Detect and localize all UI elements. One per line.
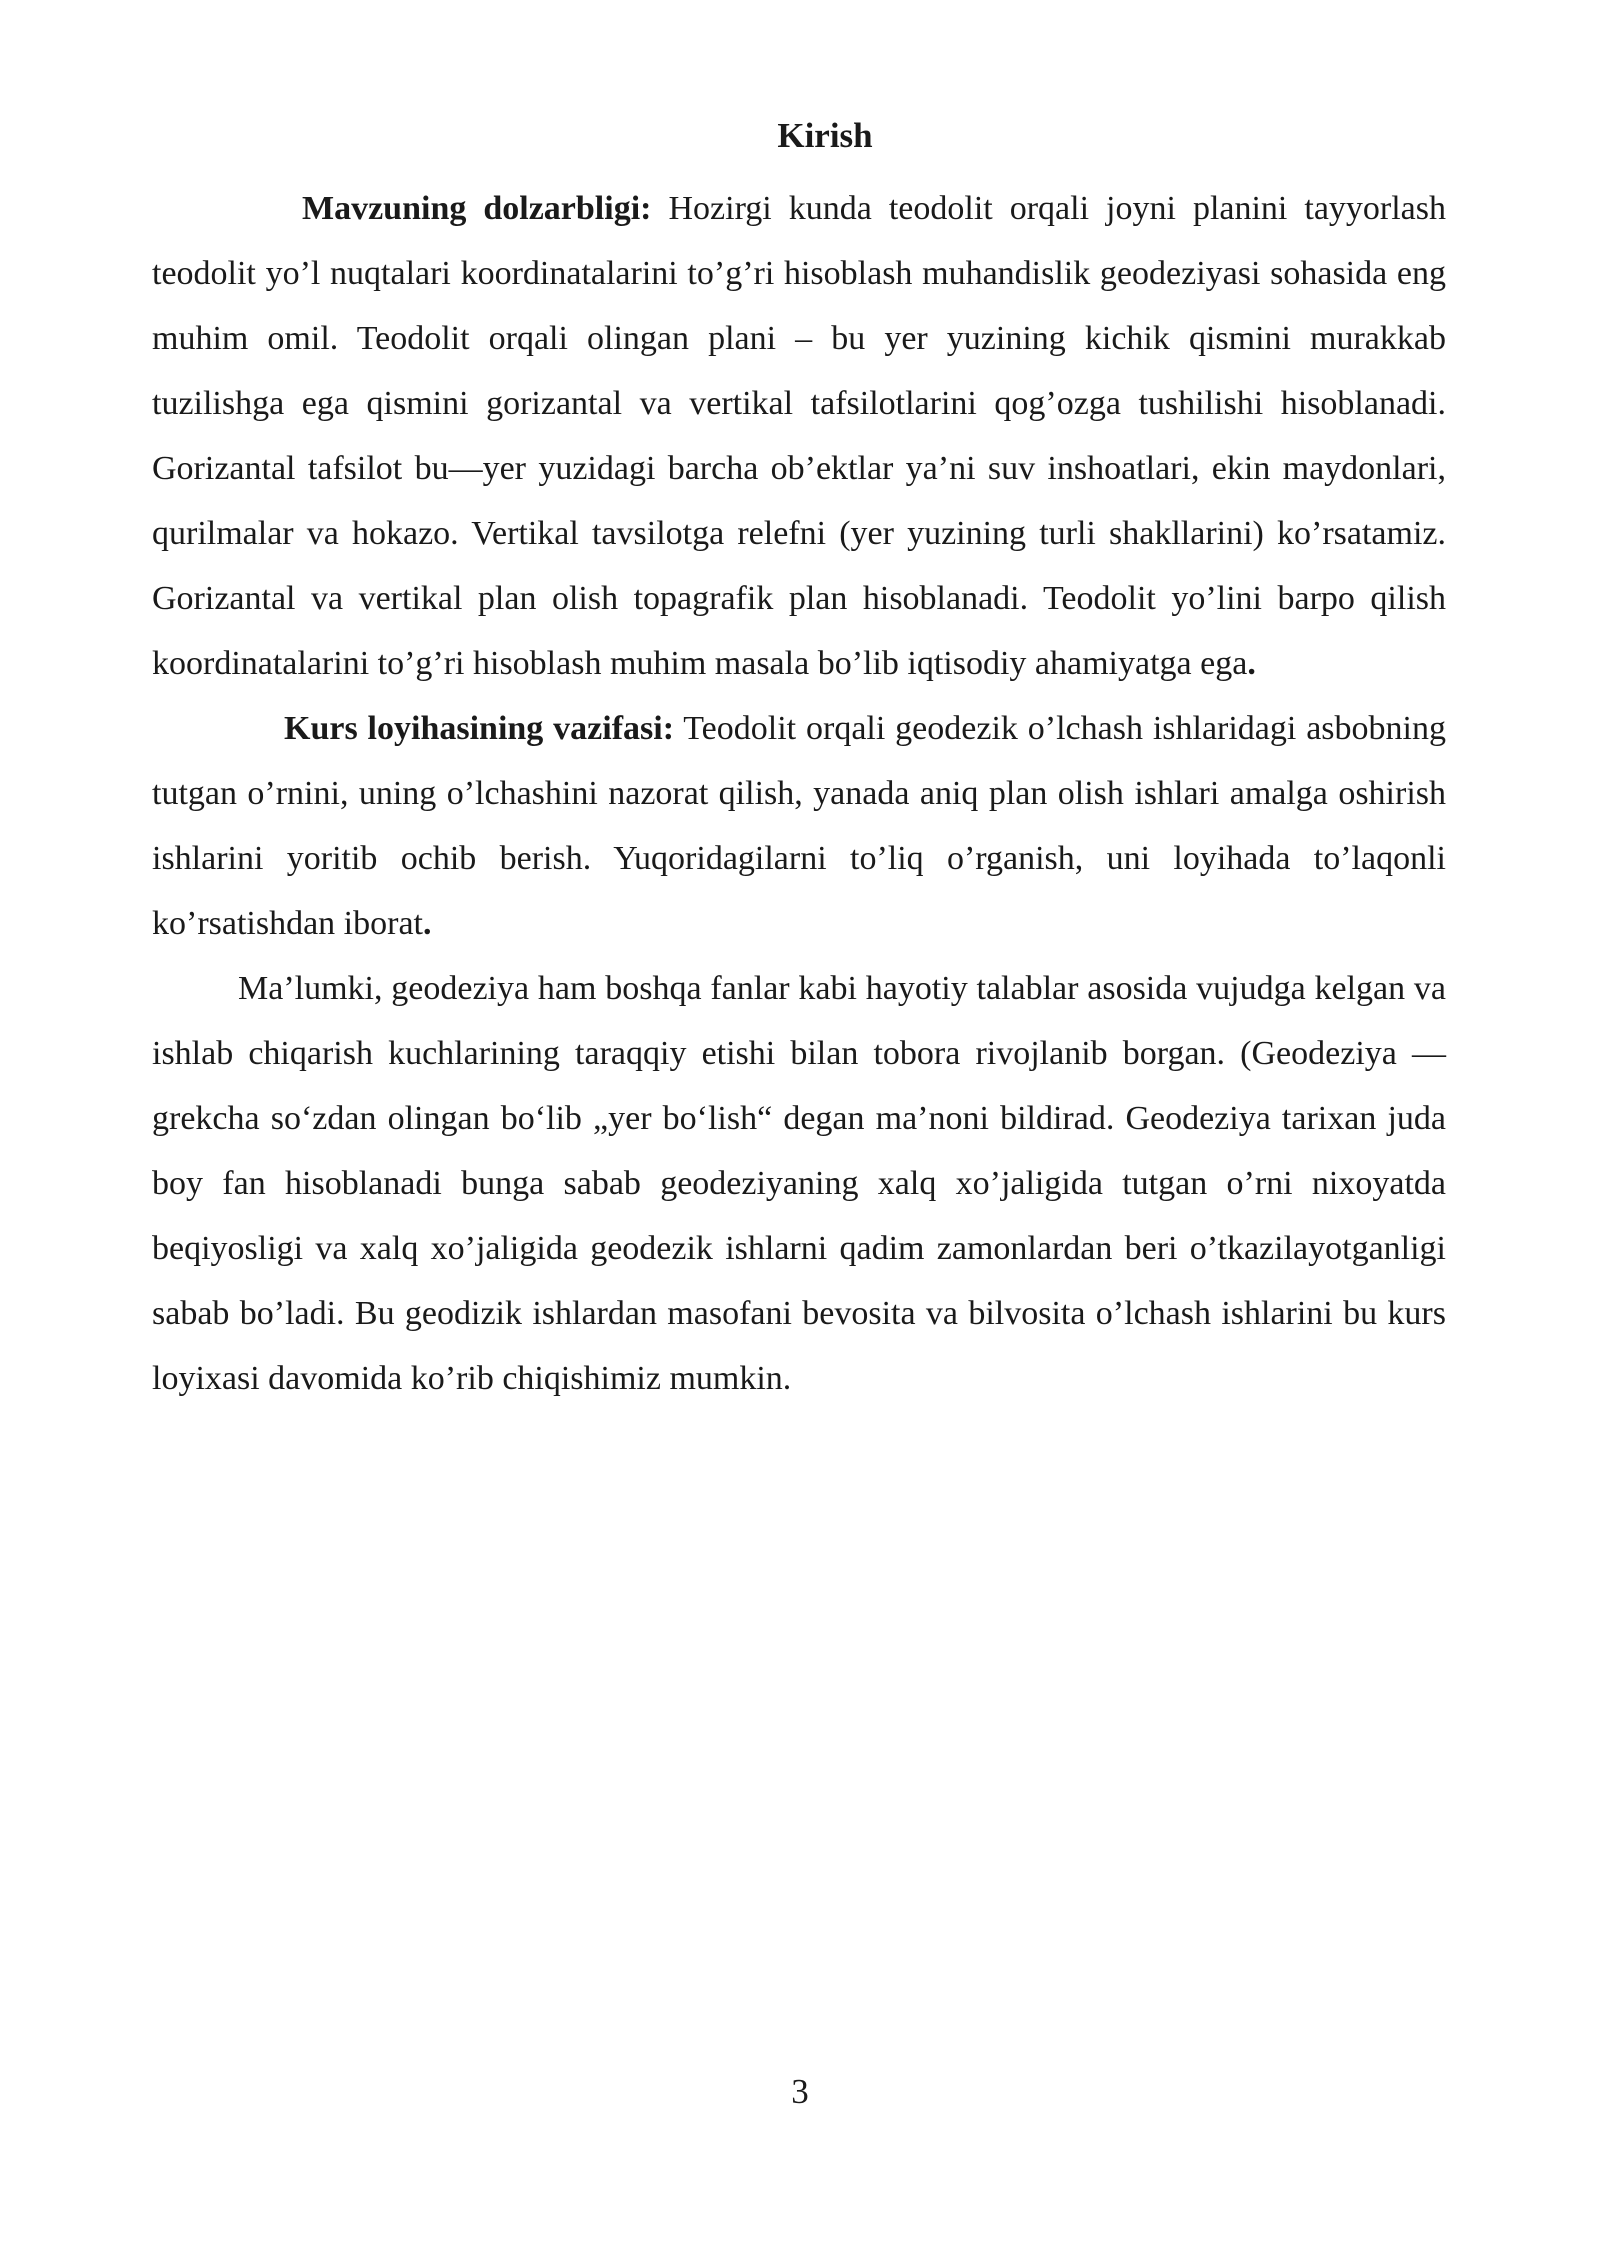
- paragraph-end-task: .: [423, 905, 432, 942]
- section-heading: Kirish: [777, 116, 873, 155]
- paragraph-end-relevance: .: [1247, 645, 1256, 682]
- paragraph-task: [152, 696, 1446, 956]
- paragraph-lead-relevance: Mavzuning dolzarbligi:: [302, 190, 652, 227]
- paragraph-text-task: Teodolit orqali geodezik o’lchash ishlaridagi asbobning tutgan o’rnini, uning o’lchashini nazorat qilish, yanada aniq plan olish ishlari amalga oshirish ishlarini yoritib ochib berish. Yuqoridagilarni to’liq o’rganish, uni loyihada to’laqonli ko’rsatishdan iborat: [152, 710, 1446, 942]
- paragraph-relevance: [152, 176, 1446, 696]
- paragraph-text-relevance: Hozirgi kunda teodolit orqali joyni planini tayyorlash teodolit yo’l nuqtalari koordinatalarini to’g’ri hisoblash muhandislik geodeziyasi sohasida eng muhim omil. Teodolit orqali olingan plani – bu yer yuzining kichik qismini murakkab tuzilishga ega qismini gorizantal va vertikal tafsilotlarini qog’ozga tushilishi hisoblanadi. Gorizantal tafsilot bu—yer yuzidagi barcha ob’ektlar ya’ni suv inshoatlari, ekin maydonlari, qurilmalar va hokazo. Vertikal tavsilotga relefni (yer yuzining turli shakllarini) ko’rsatamiz. Gorizantal va vertikal plan olish topagrafik plan hisoblanadi. Teodolit yo’lini barpo qilish koordinatalarini to’g’ri hisoblash muhim masala bo’lib iqtisodiy ahamiyatga ega: [152, 190, 1447, 682]
- paragraph-geodesy: [152, 956, 1446, 1411]
- paragraph-text-geodesy: Ma’lumki, geodeziya ham boshqa fanlar kabi hayotiy talablar asosida vujudga kelgan va ishlab chiqarish kuchlarining taraqqiy etishi bilan tobora rivojlanib borgan. (Geodeziya — grekcha so‘zdan olingan bo‘lib „yer bo‘lish“ degan ma’noni bildirad. Geodeziya tarixan juda boy fan hisoblanadi bunga sabab geodeziyaning xalq xo’jaligida tutgan o’rni nixoyatda beqiyosligi va xalq xo’jaligida geodezik ishlarni qadim zamonlardan beri o’tkazilayotganligi sabab bo’ladi. Bu geodizik ishlardan masofani bevosita va bilvosita o’lchash ishlarini bu kurs loyixasi davomida ko’rib chiqishimiz mumkin.: [152, 970, 1446, 1397]
- paragraph-lead-task: Kurs loyihasining vazifasi:: [284, 710, 675, 747]
- body-text: [152, 176, 1446, 1411]
- page-number: 3: [791, 2072, 809, 2111]
